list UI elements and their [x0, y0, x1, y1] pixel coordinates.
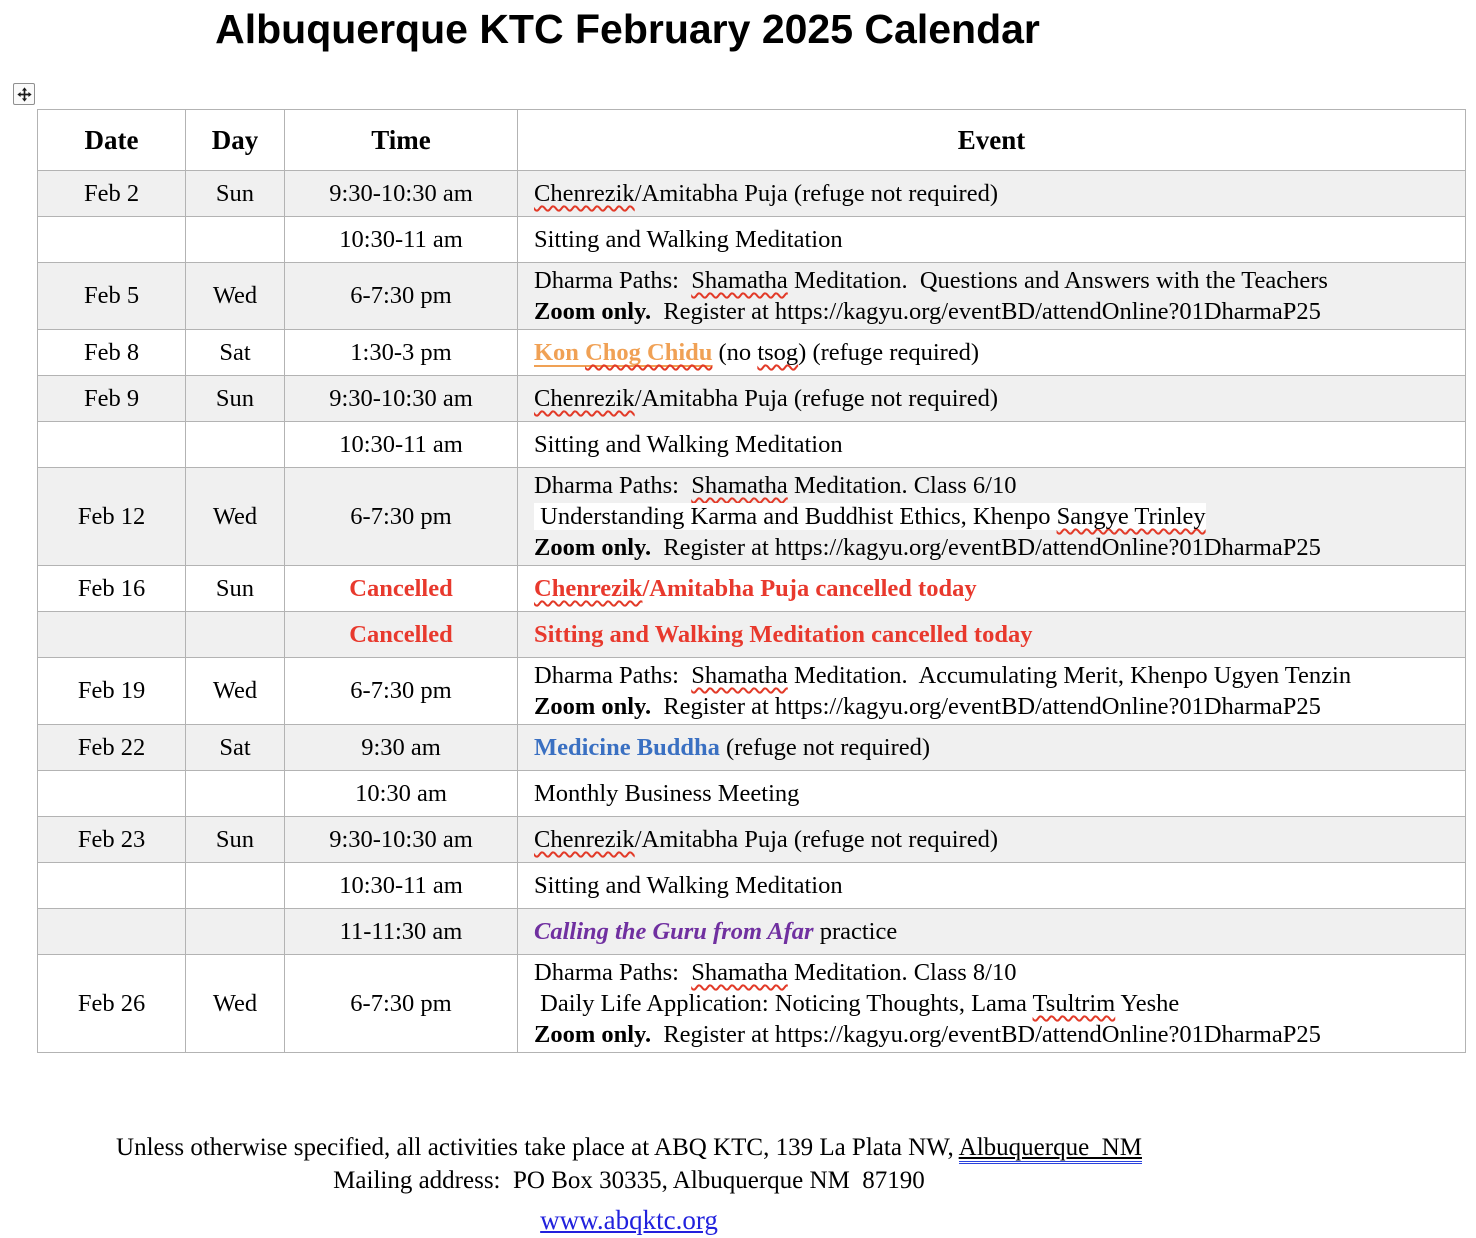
- time-cell: 10:30-11 am: [285, 217, 518, 263]
- day-cell: Sat: [186, 725, 285, 771]
- event-cell: [518, 376, 1466, 422]
- time-cell: 10:30-11 am: [285, 422, 518, 468]
- page-title: Albuquerque KTC February 2025 Calendar: [215, 6, 1040, 52]
- event-cell: [518, 863, 1466, 909]
- date-cell: [38, 612, 186, 658]
- date-cell: Feb 2: [38, 171, 186, 217]
- table-row: [38, 422, 1466, 468]
- date-cell: Feb 12: [38, 468, 186, 566]
- event-line: Chenrezik/Amitabha Puja (refuge not required): [534, 385, 998, 412]
- time-cell: 9:30-10:30 am: [285, 817, 518, 863]
- table-row: [38, 725, 1466, 771]
- table-row: [38, 817, 1466, 863]
- date-cell: Feb 19: [38, 658, 186, 725]
- date-cell: Feb 9: [38, 376, 186, 422]
- time-cell: 10:30 am: [285, 771, 518, 817]
- event-line: Sitting and Walking Meditation: [534, 226, 843, 253]
- header-row: [38, 110, 1466, 171]
- time-cell: Cancelled: [285, 566, 518, 612]
- event-cell: [518, 171, 1466, 217]
- time-cell: 6-7:30 pm: [285, 263, 518, 330]
- event-line: Medicine Buddha (refuge not required): [534, 734, 931, 761]
- event-line: Zoom only. Register at https://kagyu.org/eventBD/attendOnline?01DharmaP25: [534, 534, 1321, 561]
- day-cell: Sun: [186, 817, 285, 863]
- event-line: Understanding Karma and Buddhist Ethics, Khenpo Sangye Trinley: [534, 503, 1206, 530]
- event-cell: [518, 725, 1466, 771]
- event-cell: [518, 468, 1466, 566]
- day-cell: [186, 217, 285, 263]
- table-row: [38, 909, 1466, 955]
- table-row: [38, 658, 1466, 725]
- day-cell: Wed: [186, 468, 285, 566]
- footer-location-text: Unless otherwise specified, all activities take place at ABQ KTC, 139 La Plata NW,: [116, 1134, 959, 1161]
- table-move-handle[interactable]: [13, 83, 35, 105]
- table-row: [38, 612, 1466, 658]
- footer-mailing-line: Mailing address: PO Box 30335, Albuquerque NM 87190: [333, 1167, 925, 1194]
- time-cell: Cancelled: [285, 612, 518, 658]
- time-cell: 9:30-10:30 am: [285, 376, 518, 422]
- table-row: [38, 863, 1466, 909]
- date-cell: Feb 22: [38, 725, 186, 771]
- event-line: Chenrezik/Amitabha Puja (refuge not required): [534, 826, 998, 853]
- footer-location-line: [0, 1131, 1258, 1164]
- event-line: Zoom only. Register at https://kagyu.org/eventBD/attendOnline?01DharmaP25: [534, 693, 1321, 720]
- footer: [0, 1131, 1258, 1238]
- date-cell: Feb 26: [38, 955, 186, 1053]
- day-cell: Wed: [186, 263, 285, 330]
- day-cell: [186, 422, 285, 468]
- time-cell: 1:30-3 pm: [285, 330, 518, 376]
- day-cell: [186, 909, 285, 955]
- table-row: [38, 955, 1466, 1053]
- table-row: [38, 566, 1466, 612]
- event-cell: [518, 909, 1466, 955]
- page-title-wrap: [0, 6, 1255, 53]
- time-cell: 10:30-11 am: [285, 863, 518, 909]
- day-cell: Sat: [186, 330, 285, 376]
- date-cell: [38, 422, 186, 468]
- footer-city-underlined: Albuquerque NM: [959, 1134, 1142, 1164]
- event-line: Calling the Guru from Afar practice: [534, 918, 898, 945]
- table-row: [38, 217, 1466, 263]
- date-cell: [38, 863, 186, 909]
- event-cell: [518, 217, 1466, 263]
- event-line: Zoom only. Register at https://kagyu.org/eventBD/attendOnline?01DharmaP25: [534, 1021, 1321, 1048]
- event-line: Dharma Paths: Shamatha Meditation. Class 6/10: [534, 472, 1017, 499]
- day-cell: Sun: [186, 171, 285, 217]
- date-cell: Feb 5: [38, 263, 186, 330]
- date-cell: Feb 16: [38, 566, 186, 612]
- event-cell: [518, 263, 1466, 330]
- event-line: Monthly Business Meeting: [534, 780, 800, 807]
- event-cell: [518, 612, 1466, 658]
- day-cell: Wed: [186, 955, 285, 1053]
- day-cell: Wed: [186, 658, 285, 725]
- column-header-event: Event: [518, 110, 1466, 171]
- time-cell: 6-7:30 pm: [285, 468, 518, 566]
- date-cell: Feb 23: [38, 817, 186, 863]
- time-cell: 9:30-10:30 am: [285, 171, 518, 217]
- event-line: Chenrezik/Amitabha Puja cancelled today: [534, 575, 977, 602]
- event-cell: [518, 422, 1466, 468]
- time-cell: 11-11:30 am: [285, 909, 518, 955]
- table-row: [38, 468, 1466, 566]
- move-icon: [17, 87, 32, 102]
- date-cell: [38, 771, 186, 817]
- calendar-table: [37, 109, 1466, 1053]
- event-line: Dharma Paths: Shamatha Meditation. Class 8/10: [534, 959, 1017, 986]
- column-header-date: Date: [38, 110, 186, 171]
- time-cell: 6-7:30 pm: [285, 955, 518, 1053]
- event-cell: [518, 658, 1466, 725]
- event-line: Sitting and Walking Meditation: [534, 431, 843, 458]
- date-cell: Feb 8: [38, 330, 186, 376]
- event-line: Sitting and Walking Meditation cancelled today: [534, 621, 1033, 648]
- event-cell: [518, 955, 1466, 1053]
- time-cell: 6-7:30 pm: [285, 658, 518, 725]
- column-header-day: Day: [186, 110, 285, 171]
- date-cell: [38, 909, 186, 955]
- table-row: [38, 171, 1466, 217]
- event-line: Dharma Paths: Shamatha Meditation. Questions and Answers with the Teachers: [534, 267, 1328, 294]
- table-row: [38, 263, 1466, 330]
- event-line: Kon Chog Chidu (no tsog) (refuge required): [534, 339, 980, 366]
- event-line: Zoom only. Register at https://kagyu.org/eventBD/attendOnline?01DharmaP25: [534, 298, 1321, 325]
- column-header-time: Time: [285, 110, 518, 171]
- event-line: Daily Life Application: Noticing Thoughts, Lama Tsultrim Yeshe: [534, 990, 1180, 1017]
- table-row: [38, 330, 1466, 376]
- day-cell: Sun: [186, 376, 285, 422]
- day-cell: [186, 863, 285, 909]
- event-line: Sitting and Walking Meditation: [534, 872, 843, 899]
- event-cell: [518, 771, 1466, 817]
- event-line: Chenrezik/Amitabha Puja (refuge not required): [534, 180, 998, 207]
- event-cell: [518, 330, 1466, 376]
- day-cell: [186, 771, 285, 817]
- event-cell: [518, 817, 1466, 863]
- day-cell: [186, 612, 285, 658]
- day-cell: Sun: [186, 566, 285, 612]
- table-row: [38, 771, 1466, 817]
- event-cell: [518, 566, 1466, 612]
- date-cell: [38, 217, 186, 263]
- table-row: [38, 376, 1466, 422]
- website-link[interactable]: www.abqktc.org: [540, 1205, 718, 1235]
- time-cell: 9:30 am: [285, 725, 518, 771]
- event-line: Dharma Paths: Shamatha Meditation. Accumulating Merit, Khenpo Ugyen Tenzin: [534, 662, 1352, 689]
